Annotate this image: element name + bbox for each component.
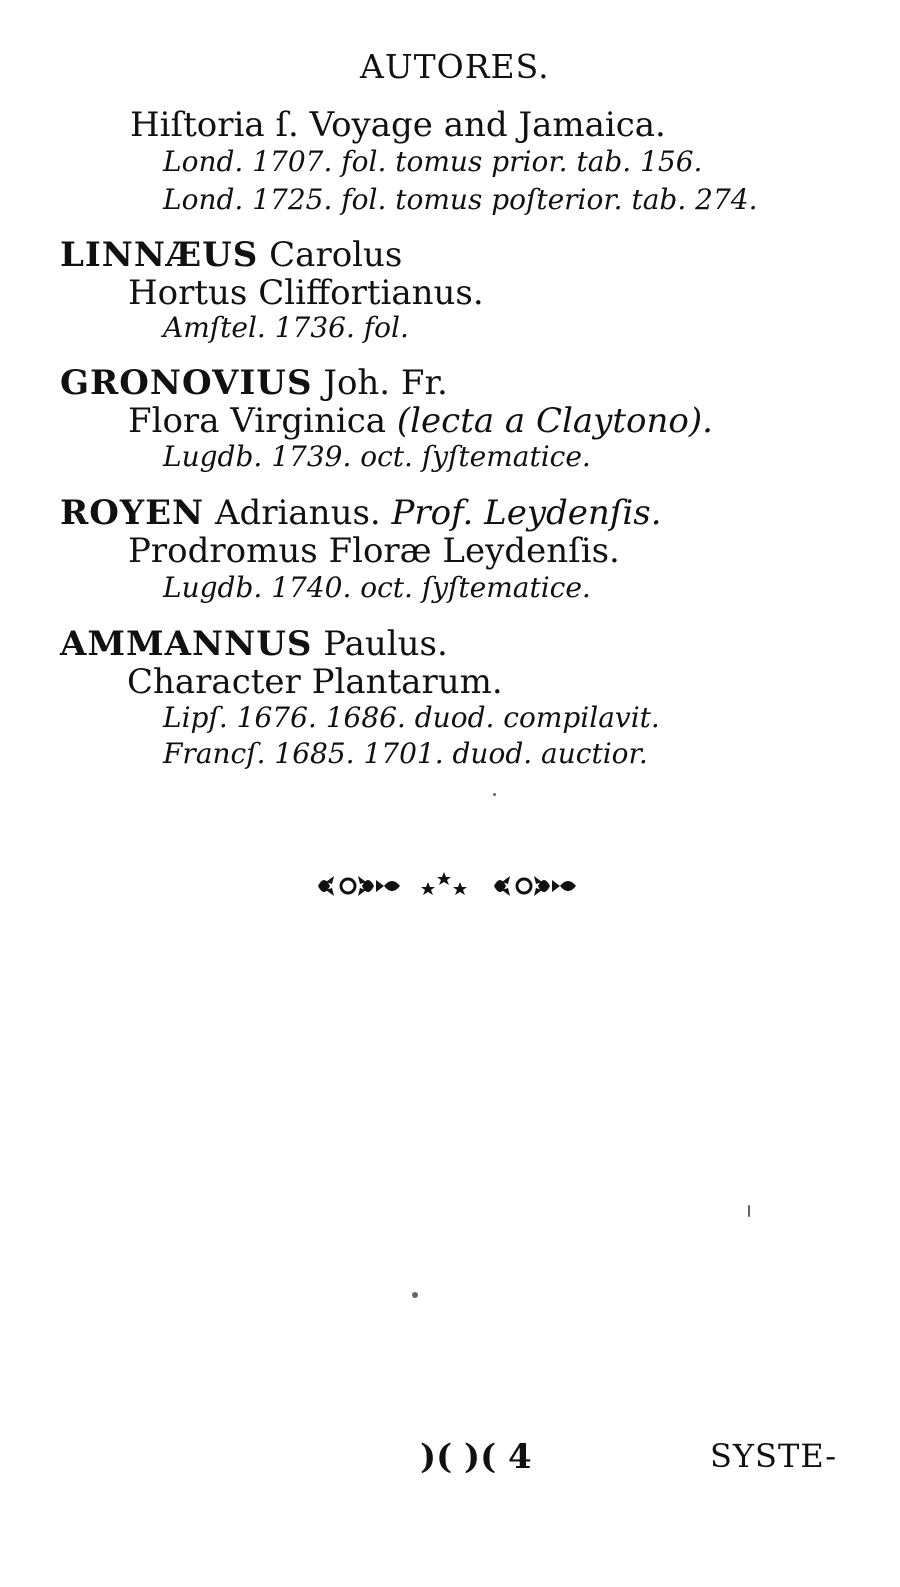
entry-title: Hortus Cliffortianus. [128, 273, 484, 313]
imprint-line: Lugdb. 1740. oct. ſyſtematice. [163, 571, 591, 604]
ink-speck [748, 1205, 750, 1217]
ink-speck [493, 793, 496, 796]
imprint-line: Lugdb. 1739. oct. ſyſtematice. [163, 440, 591, 473]
author-given-name: Carolus [269, 235, 403, 275]
author-surname: GRONOVIUS [60, 363, 313, 403]
imprint-line: Lond. 1725. fol. tomus poſterior. tab. 274. [163, 183, 758, 216]
imprint-line: Francſ. 1685. 1701. duod. auctior. [163, 737, 648, 770]
signature-mark: )( )( 4 [420, 1437, 532, 1477]
printers-ornament [0, 866, 900, 906]
entry-title: Hiſtoria ſ. Voyage and Jamaica. [130, 105, 666, 145]
imprint-line: Lipſ. 1676. 1686. duod. compilavit. [163, 701, 660, 734]
entry-title-note: (lecta a Claytono). [396, 401, 713, 441]
entry-title: Character Plantarum. [127, 662, 503, 702]
author-name [60, 493, 662, 533]
catchword: SYSTE- [710, 1437, 838, 1475]
author-name [60, 235, 403, 275]
imprint-line: Lond. 1707. fol. tomus prior. tab. 156. [163, 145, 703, 178]
author-surname: LINNÆUS [60, 235, 259, 275]
author-note: Prof. Leydenſis. [391, 493, 662, 533]
author-given-name: Joh. Fr. [323, 363, 448, 403]
entry-title [128, 401, 713, 441]
author-surname: ROYEN [60, 493, 205, 533]
imprint-line: Amſtel. 1736. fol. [163, 311, 409, 344]
author-given-name: Paulus. [323, 624, 448, 664]
running-head: AUTORES. [360, 47, 550, 86]
author-given-name: Adrianus. [214, 493, 381, 533]
author-surname: AMMANNUS [60, 624, 313, 664]
author-name [60, 624, 448, 664]
author-name [60, 363, 448, 403]
entry-title: Prodromus Floræ Leydenſis. [128, 531, 620, 571]
ink-speck [412, 1292, 418, 1298]
entry-title-main: Flora Virginica [128, 401, 387, 441]
